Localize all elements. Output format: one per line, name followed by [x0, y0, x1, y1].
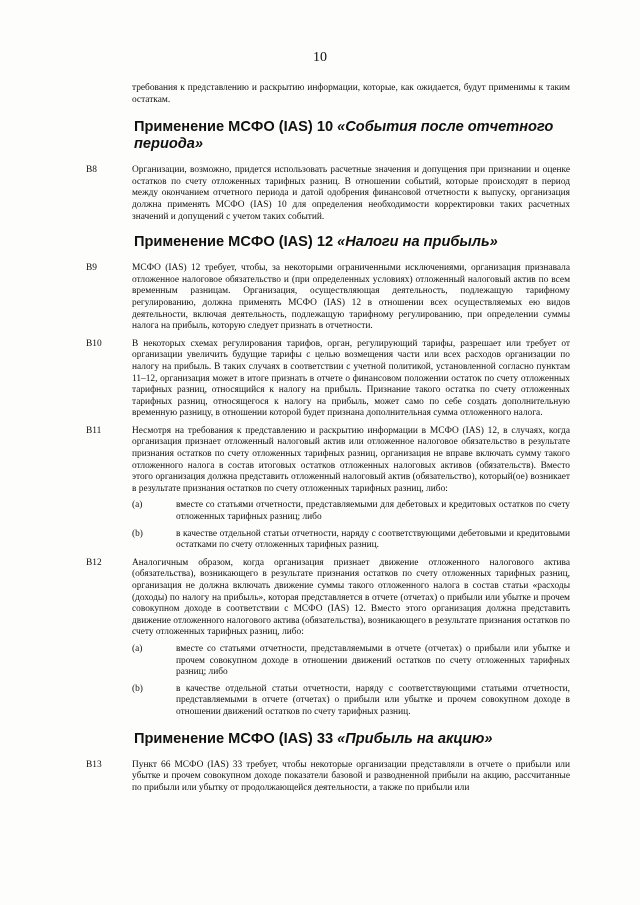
paragraph-b10 [86, 339, 570, 420]
list-item [132, 529, 570, 552]
paragraph-label: B12 [86, 557, 102, 568]
heading-ias10 [86, 119, 570, 153]
heading-ias33-title: «Прибыль на акцию» [337, 730, 493, 747]
paragraph-label: B9 [86, 263, 97, 274]
page-content [86, 83, 570, 794]
paragraph-b8 [86, 165, 570, 223]
heading-ias33 [86, 731, 570, 748]
paragraph-text: Пункт 66 МСФО (IAS) 33 требует, чтобы некоторые организации представляли в отчете о прибыли или убытке и прочем совокупном доходе показатели базовой и разводненной прибыли на акцию, рассчитанные по прибыли или убытку от продолжающейся деятельности, а также по прибыли или [132, 759, 570, 793]
paragraph-text: Аналогичным образом, когда организация признает движение отложенного налогового актива (обязательства), возникающего в результате признания остатков по счету отложенных тарифных разниц, организация не должна включать движение суммы такого отложенного налога в состав статьи «расходы (доходы) по налогу на прибыль», которая представляется в отчете (отчетах) о прибыли или убытке и прочем совокупном доходе в соответствии с МСФО (IAS) 12. Вместо этого организация должна представить движение отложенного налогового актива (обязательства), возникающего в результате признания остатков по счету отложенных тарифных разниц, либо: [132, 557, 570, 638]
list-item-label: (a) [132, 643, 143, 654]
list-item [132, 684, 570, 719]
paragraph-text: МСФО (IAS) 12 требует, чтобы, за некоторыми ограниченными исключениями, организация признавала отложенное налоговое обязательство и (при определенных условиях) отложенный налоговый актив по всем временным разницам. Организация, осуществляющая деятельность, подлежащую тарифному регулированию, должна применять МСФО (IAS) 12 в отношении всех осуществляемых ею видов деятельности, включая деятельность, подлежащую тарифному регулированию, при определении суммы налога на прибыль, которую следует признать в отчетности. [132, 263, 570, 332]
paragraph-label: B10 [86, 338, 102, 349]
list-item-text: вместе со статьями отчетности, представляемыми в отчете (отчетах) о прибыли или убытке и прочем совокупном доходе в отношении движений остатков по счету отложенных тарифных разниц; либо [176, 643, 570, 678]
list-item-label: (a) [132, 500, 143, 511]
paragraph-b11 [86, 426, 570, 552]
list-item [132, 500, 570, 523]
intro-paragraph: требования к представлению и раскрытию информации, которые, как ожидается, будут применимы к таким остаткам. [132, 83, 570, 105]
list-item [132, 644, 570, 679]
paragraph-label: B13 [86, 759, 102, 770]
paragraph-b9 [86, 263, 570, 333]
list-item-label: (b) [132, 528, 143, 539]
heading-ias12-prefix: Применение МСФО (IAS) 12 [134, 234, 338, 251]
list-item-text: в качестве отдельной статьи отчетности, наряду с соответствующими статьями отчетности, представляемыми в отчете (отчетах) о прибыли или убытке и прочем совокупном доходе в отношении движений остатков по счету тарифных разниц. [176, 683, 570, 717]
heading-ias12-title: «Налоги на прибыль» [337, 234, 498, 251]
paragraph-text: Несмотря на требования к представлению и раскрытию информации в МСФО (IAS) 12, в случаях, когда организация признает отложенный налоговый актив или отложенное налоговое обязательство в результате признания остатков по счету отложенных тарифных разниц, организация не вправе включать сумму такого отложенного налога в состав итоговых остатков отложенных налоговых активов (обязательств). Вместо этого организация должна представить отложенный налоговый актив (обязательство), который(ое) возникает в результате признания остатков по счету отложенных тарифных разниц, либо: [132, 425, 570, 494]
list-item-text: в качестве отдельной статьи отчетности, наряду с соответствующими дебетовыми и кредитовыми остатками по счету отложенных тарифных разниц. [176, 528, 570, 551]
heading-ias33-prefix: Применение МСФО (IAS) 33 [134, 730, 338, 747]
heading-ias10-prefix: Применение МСФО (IAS) 10 [134, 119, 338, 136]
page-number: 10 [313, 50, 327, 65]
paragraph-label: B11 [86, 425, 102, 436]
list-item-label: (b) [132, 683, 143, 694]
paragraph-label: B8 [86, 165, 97, 176]
paragraph-text: Организации, возможно, придется использовать расчетные значения и допущения при признании и оценке остатков по счету отложенных тарифных разниц. В отношении событий, которые происходят в период между окончанием отчетного периода и датой одобрения финансовой отчетности к выпуску, организация должна применять МСФО (IAS) 10 для определения необходимости корректировки таких расчетных значений и допущений с учетом таких событий. [132, 165, 570, 222]
heading-ias10-title: «События после отчетного периода» [134, 119, 554, 153]
paragraph-b13 [86, 760, 570, 795]
paragraph-text: В некоторых схемах регулирования тарифов, орган, регулирующий тарифы, разрешает или требует от организации увеличить будущие тарифы с целью возмещения части или всех расходов организации по налогу на прибыль. В таких случаях в соответствии с учетной политикой, установленной согласно пунктам 11–12, организация может в итоге признать в отчете о финансовом положении остаток по счету отложенных тарифных разниц, относящийся к налогу на прибыль. Признание такого остатка по счету отложенных тарифных разниц, относящегося к налогу на прибыль, может само по себе создать дополнительную временную разницу, в отношении которой будет признана дополнительная сумма отложенного налога. [132, 338, 570, 419]
heading-ias12 [86, 234, 570, 251]
list-item-text: вместе со статьями отчетности, представляемыми для дебетовых и кредитовых остатков по счету отложенных тарифных разниц; либо [176, 500, 570, 523]
paragraph-b12 [86, 558, 570, 719]
